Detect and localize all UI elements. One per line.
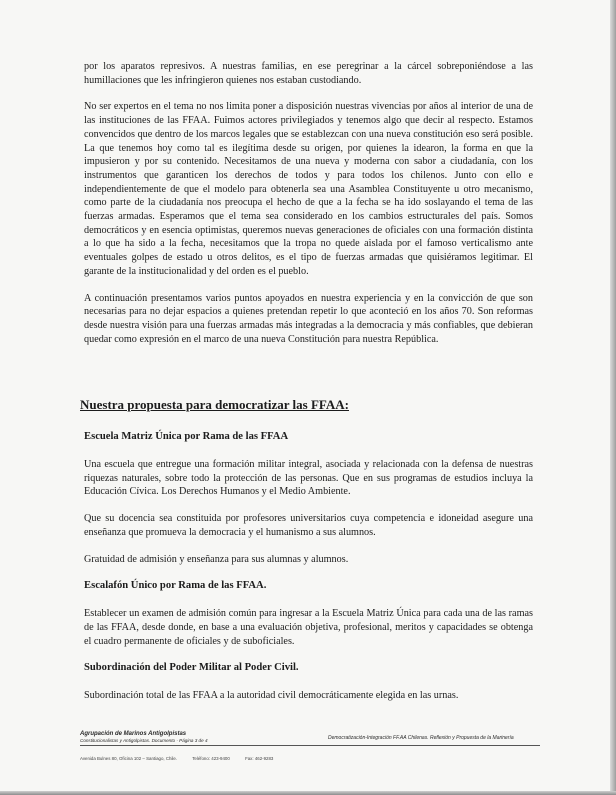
footer-fax: Fax: 462-9283 xyxy=(245,756,274,761)
body-text-top xyxy=(84,60,533,346)
escalafon-heading: Escalafón Único por Rama de las FFAA. xyxy=(84,580,267,592)
footer-subtitle: Constitucionalistas y Antigolpistas. Documento · Página 3 de 4 xyxy=(80,738,208,743)
subordinacion-paragraph: Subordinación total de las FFAA a la autoridad civil democráticamente elegida en las urnas. xyxy=(84,690,459,702)
section-title: Nuestra propuesta para democratizar las FFAA: xyxy=(80,397,349,412)
escalafon-paragraph: Establecer un examen de admisión común para ingresar a la Escuela Matriz Única para cada una de las ramas de las FFAA, desde donde, en base a una evaluación objetiva, profesional, meritos y capacidades se obtenga el cuadro permanente de oficiales y de suboficiales. xyxy=(84,608,533,647)
footer-phone: Teléfono: 423-9400 xyxy=(192,756,230,761)
footer-document-title: Democratización-Integración FF.AA Chilenas. Reflexión y Propuesta de la Marinería xyxy=(328,735,514,741)
footer-divider xyxy=(80,745,540,746)
escuela-paragraph-3: Gratuidad de admisión y enseñanza para sus alumnas y alumnos. xyxy=(84,553,349,565)
escuela-paragraph-2: Que su docencia sea constituida por profesores universitarios cuya competencia e idoneidad asegure una enseñanza que promueva la democracia y el humanismo a sus alumnos. xyxy=(84,513,533,538)
scan-edge-right xyxy=(610,0,616,795)
proposal-section xyxy=(84,430,533,703)
escuela-paragraph-1: Una escuela que entregue una formación militar integral, asociada y relacionada con la defensa de nuestras riquezas naturales, sobre todo la protección de las personas. Que en sus programas de estudios incluya la Educación Cívica. Los Derechos Humanos y el Medio Ambiente. xyxy=(84,459,533,498)
footer-address: Avenida Bulnes 80, Oficina 102 – Santiago, Chile. xyxy=(80,756,178,761)
paragraph-1: por los aparatos represivos. A nuestras familias, en ese peregrinar a la cárcel sobreponiéndose a las humillaciones que les infringieron quienes nos estaban custodiando. xyxy=(84,61,533,86)
paragraph-3: A continuación presentamos varios puntos apoyados en nuestra experiencia y en la convicción de que son necesarias para no dejar espacios a quienes pretendan repetir lo que aconteció en los años 70. Son reformas desde nuestra visión para una fuerzas armadas más integradas a la democracia y más confiables, que debieran quedar como expresión en el marco de una nueva Constitución para nuestra República. xyxy=(84,292,533,345)
scan-edge-bottom xyxy=(0,791,616,795)
paragraph-2: No ser expertos en el tema no nos limita poner a disposición nuestras vivencias por años al interior de una de las instituciones de las FFAA. Fuimos actores privilegiados y tenemos algo que decir al respecto. Estamos convencidos que dentro de los marcos legales que se establezcan con una nueva constitución eso será posible. La que tenemos hoy como tal es ilegítima desde su origen, por quienes la idearon, la forma en que la impusieron y por su contenido. Necesitamos de una nueva y moderna con sabor a ciudadanía, con los instrumentos que garanticen los derechos de todos y para todos los chilenos. Junto con ello e independientemente de que el modelo para obtenerla sea una Asamblea Constituyente u otro mecanismo, como parte de la ciudadanía nos preocupa el hecho de que a la fecha se ha ido soslayando el tema de las fuerzas armadas. Esperamos que el tema sea considerado en los cambios estructurales del país. Somos democráticos y en esencia optimistas, queremos nuevas generaciones de oficiales con una formación distinta a lo que ha sido a la fecha, necesitamos que la tropa no quede aislada por el famoso verticalismo ante eventuales golpes de estado u otros delitos, es el tipo de fuerzas armadas que quisiéramos legitimar. El garante de la institucionalidad y del orden es el pueblo. xyxy=(84,101,533,277)
escuela-heading: Escuela Matriz Única por Rama de las FFAA xyxy=(84,431,289,442)
footer-contact xyxy=(80,756,287,761)
subordinacion-heading: Subordinación del Poder Militar al Poder Civil. xyxy=(84,662,299,674)
footer-organization: Agrupación de Marinos Antigolpistas xyxy=(80,731,187,737)
